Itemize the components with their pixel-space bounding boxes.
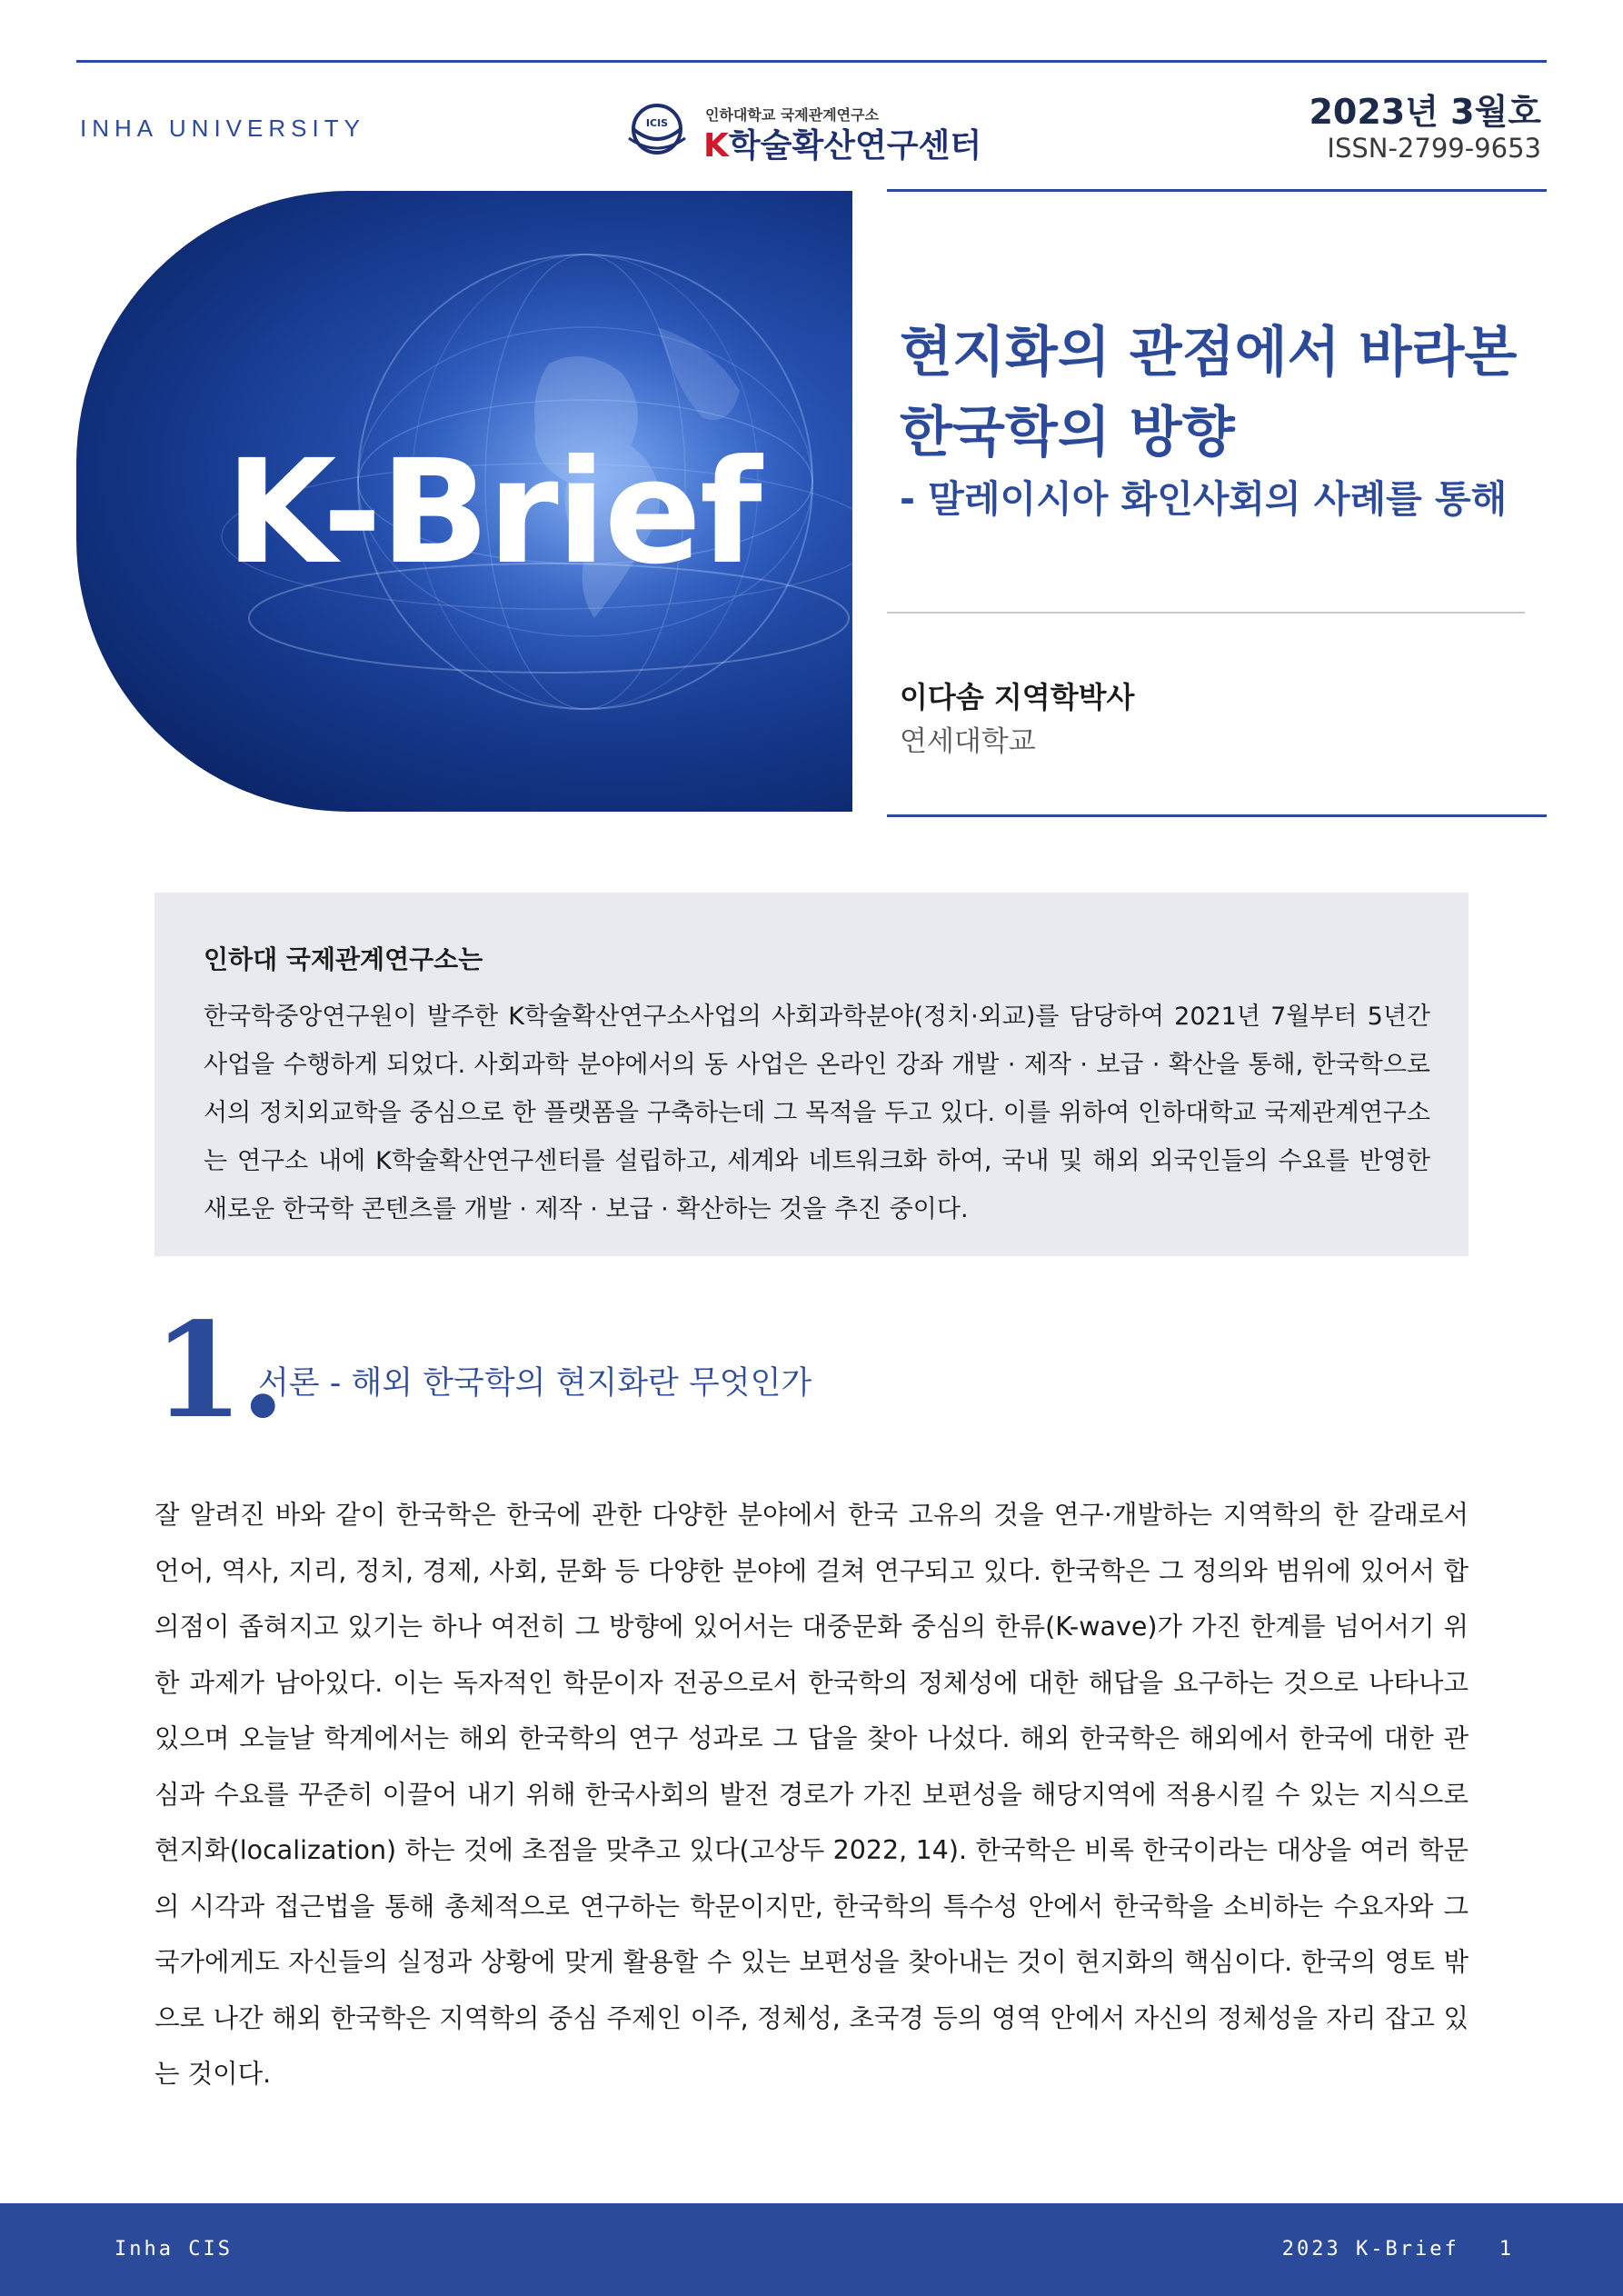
page-number: 1 [1499,2238,1514,2261]
k-brief-banner [76,191,852,812]
footer-left-label: Inha CIS [115,2238,233,2261]
header-right-rule [887,189,1547,192]
institute-info-box [154,893,1469,1256]
footer-right [1282,2238,1514,2261]
university-name: INHA UNIVERSITY [80,115,365,142]
section-title: 서론 - 해외 한국학의 현지화란 무엇인가 [258,1365,812,1402]
issue-label: 2023년 3월호 [1309,92,1541,132]
logo-title-rest: 학술확산연구센터 [728,127,982,165]
footer-bar [0,2203,1623,2296]
center-logo [625,102,1007,165]
logo-title-k: K [703,127,729,165]
article-title [900,313,1554,473]
logo-mark-text: ICIS [645,117,669,129]
title-divider [887,612,1525,614]
footer-publication: 2023 K-Brief [1281,2238,1459,2261]
article-subtitle: - 말레이시아 화인사회의 사례를 통해 [900,477,1508,521]
author-bottom-rule [887,814,1547,817]
issn-label: ISSN-2799-9653 [1327,133,1541,164]
author-name: 이다솜 지역학박사 [900,680,1135,714]
section-number: 1. [153,1293,283,1447]
logo-subtitle: 인하대학교 국제관계연구소 [705,106,880,124]
k-brief-title: K-Brief [225,429,761,596]
globe-logo-icon [625,102,689,158]
top-rule [76,60,1547,63]
info-box-body: 한국학중앙연구원이 발주한 K학술확산연구소사업의 사회과학분야(정치·외교)를 담당하여 2021년 7월부터 5년간 사업을 수행하게 되었다. 사회과학 분야에서의 동 사업은 온라인 강좌 개발 · 제작 · 보급 · 확산을 통해, 한국학으로서의 정치외교학을 중심으로 한 플랫폼을 구축하는데 그 목적을 두고 있다. 이를 위하여 인하대학교 국제관계연구소는 연구소 내에 K학술확산연구센터를 설립하고, 세계와 네트워크화 하여, 국내 및 해외 외국인들의 수요를 반영한 새로운 한국학 콘텐츠를 개발 · 제작 · 보급 · 확산하는 것을 추진 중이다. [204,1003,1430,1223]
logo-title [703,120,981,166]
info-box-title: 인하대 국제관계연구소는 [204,944,483,974]
article-title-line2: 한국학의 방향 [900,401,1235,464]
section-body: 잘 알려진 바와 같이 한국학은 한국에 관한 다양한 분야에서 한국 고유의 것을 연구·개발하는 지역학의 한 갈래로서 언어, 역사, 지리, 정치, 경제, 사회, 문화 등 다양한 분야에 걸쳐 연구되고 있다. 한국학은 그 정의와 범위에 있어서 합의점이 좁혀지고 있기는 하나 여전히 그 방향에 있어서는 대중문화 중심의 한류(K-wave)가 가진 한계를 넘어서기 위한 과제가 남아있다. 이는 독자적인 학문이자 전공으로서 한국학의 정체성에 대한 해답을 요구하는 것으로 나타나고 있으며 오늘날 학계에서는 해외 한국학의 연구 성과로 그 답을 찾아 나섰다. 해외 한국학은 해외에서 한국에 대한 관심과 수요를 꾸준히 이끌어 내기 위해 한국사회의 발전 경로가 가진 보편성을 해당지역에 적용시킬 수 있는 지식으로 현지화(localization) 하는 것에 초점을 맞추고 있다(고상두 2022, 14). 한국학은 비록 한국이라는 대상을 여러 학문의 시각과 접근법을 통해 총체적으로 연구하는 학문이지만, 한국학의 특수성 안에서 한국학을 소비하는 수요자와 그 국가에게도 자신들의 실정과 상황에 맞게 활용할 수 있는 보편성을 찾아내는 것이 현지화의 핵심이다. 한국의 영토 밖으로 나간 해외 한국학은 지역학의 중심 주제인 이주, 정체성, 초국경 등의 영역 안에서 자신의 정체성을 자리 잡고 있는 것이다. [154,1500,1469,2089]
article-title-line1: 현지화의 관점에서 바라본 [900,321,1518,384]
author-affiliation: 연세대학교 [900,725,1036,758]
